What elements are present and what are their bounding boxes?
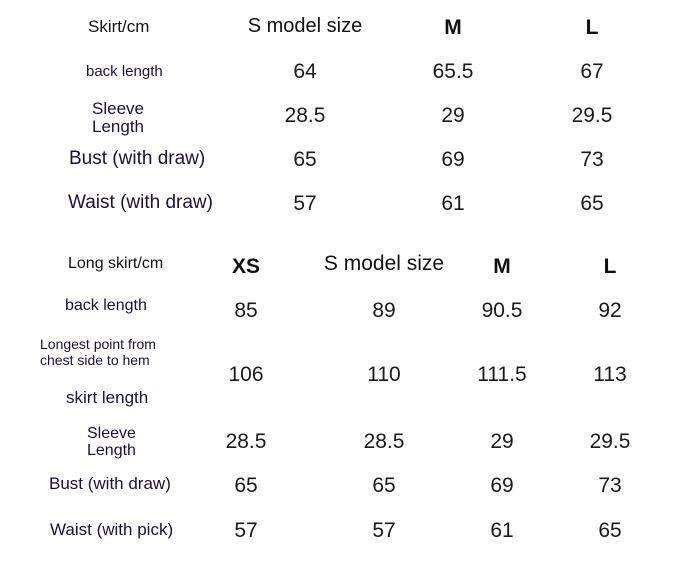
skirt-value: 65 <box>580 192 604 215</box>
long-skirt-row-label-skirt-length: skirt length <box>66 388 149 407</box>
long-skirt-value: 110 <box>367 363 401 386</box>
skirt-value: 67 <box>580 60 604 83</box>
long-skirt-row-label-bust: Bust (with draw) <box>49 474 171 493</box>
long-skirt-value: 106 <box>228 363 264 386</box>
long-skirt-row-label-waist: Waist (with pick) <box>50 520 174 539</box>
long-skirt-value: 61 <box>490 519 514 542</box>
long-skirt-header-m: M <box>493 255 511 278</box>
skirt-value: 57 <box>293 192 317 215</box>
long-skirt-value: 90.5 <box>481 299 523 322</box>
skirt-value: 28.5 <box>284 104 326 127</box>
long-skirt-value: 73 <box>598 474 622 497</box>
skirt-row-label-back-length: back length <box>86 63 163 80</box>
long-skirt-value: 89 <box>372 299 396 322</box>
skirt-header-s: S model size <box>247 15 363 37</box>
long-skirt-value: 65 <box>234 474 258 497</box>
skirt-value: 73 <box>580 148 604 171</box>
skirt-value: 69 <box>441 148 465 171</box>
long-skirt-row-label-longest-line2: chest side to hem <box>40 352 150 368</box>
skirt-header-label: Skirt/cm <box>88 17 150 36</box>
long-skirt-value: 65 <box>372 474 396 497</box>
skirt-value: 65 <box>293 148 317 171</box>
skirt-header-m: M <box>444 16 462 39</box>
skirt-row-label-bust: Bust (with draw) <box>69 148 206 169</box>
skirt-row-label-sleeve-line1: Sleeve <box>92 99 144 118</box>
long-skirt-value: 85 <box>234 299 258 322</box>
long-skirt-value: 29 <box>490 430 514 453</box>
long-skirt-row-label-sleeve-line2: Length <box>87 442 136 459</box>
long-skirt-value: 92 <box>598 299 622 322</box>
long-skirt-value: 57 <box>234 519 258 542</box>
skirt-value: 29.5 <box>571 104 613 127</box>
long-skirt-value: 29.5 <box>589 430 631 453</box>
skirt-value: 29 <box>441 104 465 127</box>
skirt-value: 64 <box>293 60 317 83</box>
long-skirt-row-label-back-length: back length <box>65 297 147 314</box>
skirt-header-l: L <box>585 16 599 39</box>
long-skirt-header-s: S model size <box>323 252 445 275</box>
skirt-row-label-waist: Waist (with draw) <box>68 192 213 213</box>
long-skirt-value: 57 <box>372 519 396 542</box>
long-skirt-header-xs: XS <box>231 255 261 278</box>
long-skirt-value: 28.5 <box>363 430 405 453</box>
skirt-value: 61 <box>441 192 465 215</box>
long-skirt-value: 111.5 <box>477 363 527 386</box>
long-skirt-header-label: Long skirt/cm <box>68 255 164 272</box>
long-skirt-value: 113 <box>593 363 627 386</box>
long-skirt-row-label-sleeve-line1: Sleeve <box>87 425 136 442</box>
skirt-value: 65.5 <box>432 60 474 83</box>
long-skirt-header-l: L <box>603 255 617 278</box>
long-skirt-value: 65 <box>598 519 622 542</box>
long-skirt-value: 69 <box>490 474 514 497</box>
skirt-row-label-sleeve-line2: Length <box>92 117 144 136</box>
long-skirt-value: 28.5 <box>225 430 267 453</box>
long-skirt-row-label-longest-line1: Longest point from <box>40 336 156 352</box>
